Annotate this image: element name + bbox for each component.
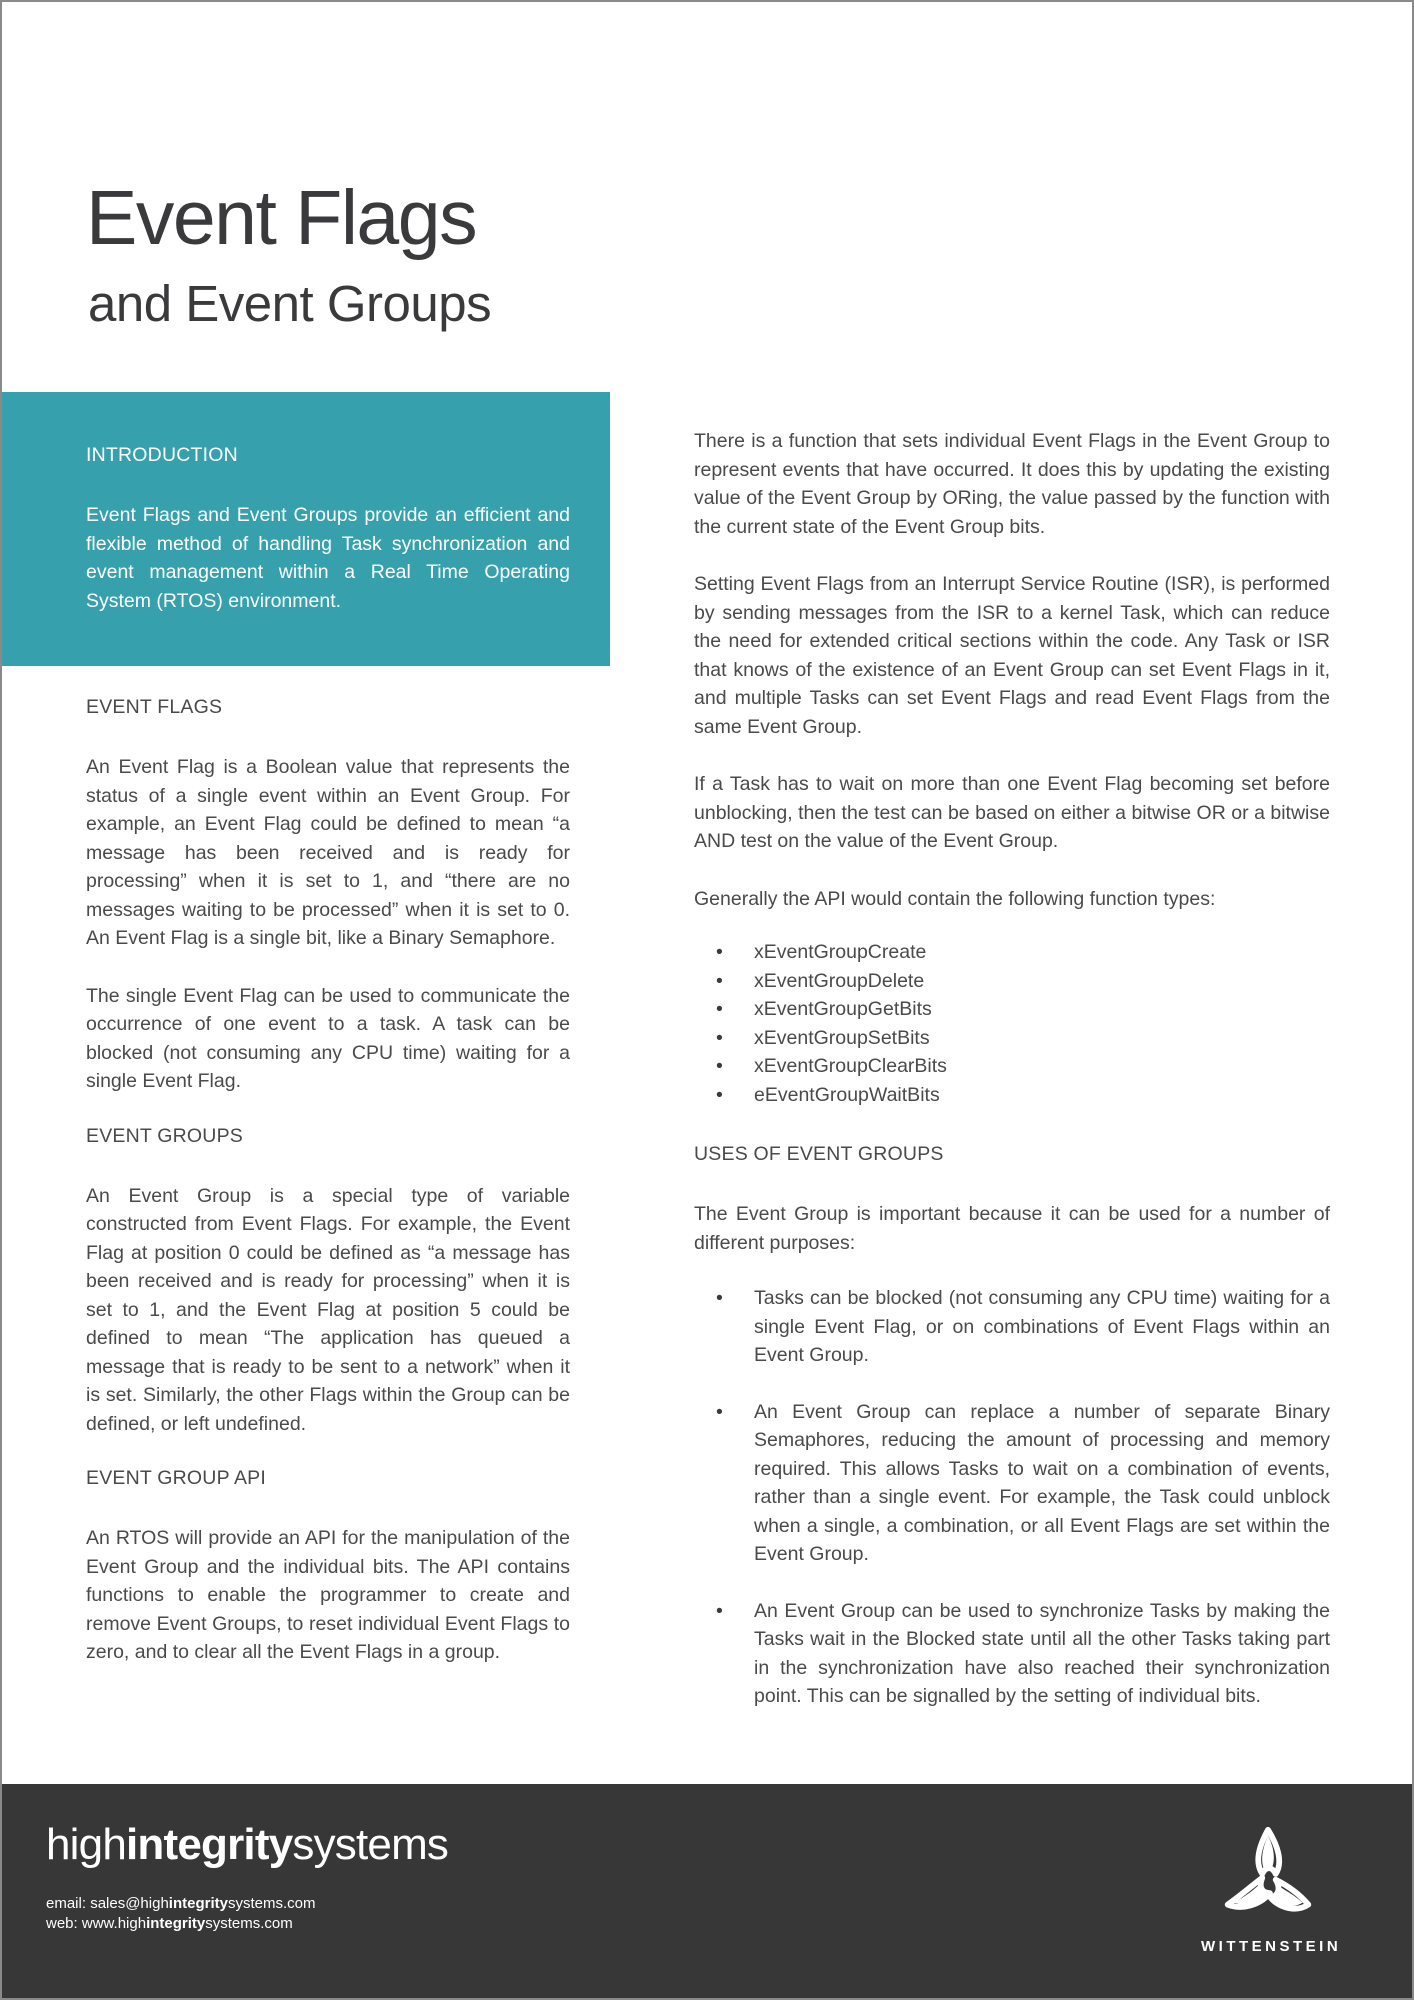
list-item: • Tasks can be blocked (not consuming any CPU time) waiting for a single Event Flag, or on combinations of Event Flags within an Event Group.	[694, 1284, 1330, 1370]
event-group-api-heading: EVENT GROUP API	[86, 1467, 267, 1489]
right-paragraph: Generally the API would contain the following function types:	[694, 887, 1216, 910]
page-subtitle: and Event Groups	[88, 275, 492, 332]
event-flags-paragraph: The single Event Flag can be used to communicate the occurrence of one event to a task. A task can be blocked (not consuming any CPU time) waiting for a single Event Flag.	[86, 984, 570, 1092]
uses-intro: The Event Group is important because it can be used for a number of different purposes:	[694, 1203, 1330, 1254]
introduction-heading: INTRODUCTION	[86, 444, 238, 466]
email-line[interactable]	[46, 1894, 316, 1914]
introduction-text: Event Flags and Event Groups provide an efficient and flexible method of handling Task synchronization and event management within a Real Time Operating System (RTOS) environment.	[86, 504, 570, 612]
wittenstein-logo-icon	[1220, 1824, 1316, 1920]
web-label: web:	[46, 1915, 82, 1932]
brand-bold: integrity	[126, 1820, 293, 1869]
email-label: email:	[46, 1895, 91, 1912]
list-item: • xEventGroupClearBits	[694, 1052, 1330, 1081]
web-line[interactable]	[46, 1914, 316, 1934]
email-bold: integrity	[168, 1895, 228, 1912]
right-paragraph: If a Task has to wait on more than one Event Flag becoming set before unblocking, then the test can be based on either a bitwise OR or a bitwise AND test on the value of the Event Group.	[694, 773, 1330, 852]
page-title: Event Flags	[86, 175, 477, 261]
list-item: • xEventGroupGetBits	[694, 995, 1330, 1024]
uses-heading: USES OF EVENT GROUPS	[694, 1143, 944, 1165]
list-item: • xEventGroupCreate	[694, 938, 1330, 967]
brand-pre: high	[46, 1820, 126, 1869]
wittenstein-logo-text: WITTENSTEIN	[1201, 1938, 1342, 1955]
event-groups-heading: EVENT GROUPS	[86, 1124, 243, 1147]
list-item: • eEventGroupWaitBits	[694, 1081, 1330, 1110]
list-item: • An Event Group can replace a number of separate Binary Semaphores, reducing the amount of processing and memory required. This allows Tasks to wait on a combination of events, rather than a single event. For example, the Task could unblock when a single, a combination, or all Event Flags are set within the Event Group.	[694, 1398, 1330, 1569]
brand-post: systems	[292, 1820, 449, 1869]
contact-info	[46, 1894, 316, 1934]
brand-wordmark	[46, 1820, 448, 1870]
event-group-api-paragraph: An RTOS will provide an API for the manipulation of the Event Group and the individual bits. The API contains functions to enable the programmer to create and remove Event Groups, to reset individual Event Flags to zero, and to clear all the Event Flags in a group.	[86, 1527, 570, 1663]
list-item: • An Event Group can be used to synchronize Tasks by making the Tasks wait in the Blocked state until all the other Tasks taking part in the synchronization have also reached their synchronization point. This can be signalled by the setting of individual bits.	[694, 1597, 1330, 1711]
event-groups-paragraph: An Event Group is a special type of variable constructed from Event Flags. For example, the Event Flag at position 0 could be defined as “a message has been received and is ready for processing” when it is set to 1, and the Event Flag at position 5 could be defined to mean “The application has queued a message that is ready to be sent to a network” when it is set. Similarly, the other Flags within the Group can be defined, or left undefined.	[86, 1184, 570, 1435]
introduction-box	[2, 392, 610, 666]
list-item: • xEventGroupSetBits	[694, 1024, 1330, 1053]
email-pre: sales@high	[90, 1895, 169, 1912]
right-paragraph: There is a function that sets individual Event Flags in the Event Group to represent events that have occurred. It does this by updating the existing value of the Event Group by ORing, the value passed by the function with the current state of the Event Group bits.	[694, 430, 1330, 538]
email-post: systems.com	[227, 1895, 316, 1912]
left-column	[86, 696, 570, 1696]
right-paragraph: Setting Event Flags from an Interrupt Service Routine (ISR), is performed by sending messages from the ISR to a kernel Task, which can reduce the need for extended critical sections within the code. Any Task or ISR that knows of the existence of an Event Group can set Event Flags in it, and multiple Tasks can set Event Flags and read Event Flags from the same Event Group.	[694, 573, 1330, 738]
footer	[2, 1784, 1412, 1998]
event-flags-paragraph: An Event Flag is a Boolean value that represents the status of a single event within an Event Group. For example, an Event Flag could be defined to mean “a message has been received and is ready for processing” when it is set to 1, and “there are no messages waiting to be processed” when it is set to 0. An Event Flag is a single bit, like a Binary Semaphore.	[86, 756, 570, 949]
right-column	[694, 427, 1330, 1739]
list-item: • xEventGroupDelete	[694, 967, 1330, 996]
web-bold: integrity	[146, 1915, 206, 1932]
event-flags-heading: EVENT FLAGS	[86, 696, 223, 718]
uses-list	[694, 1284, 1330, 1711]
web-pre: www.high	[81, 1915, 147, 1932]
function-list	[694, 938, 1330, 1109]
web-post: systems.com	[205, 1915, 293, 1932]
